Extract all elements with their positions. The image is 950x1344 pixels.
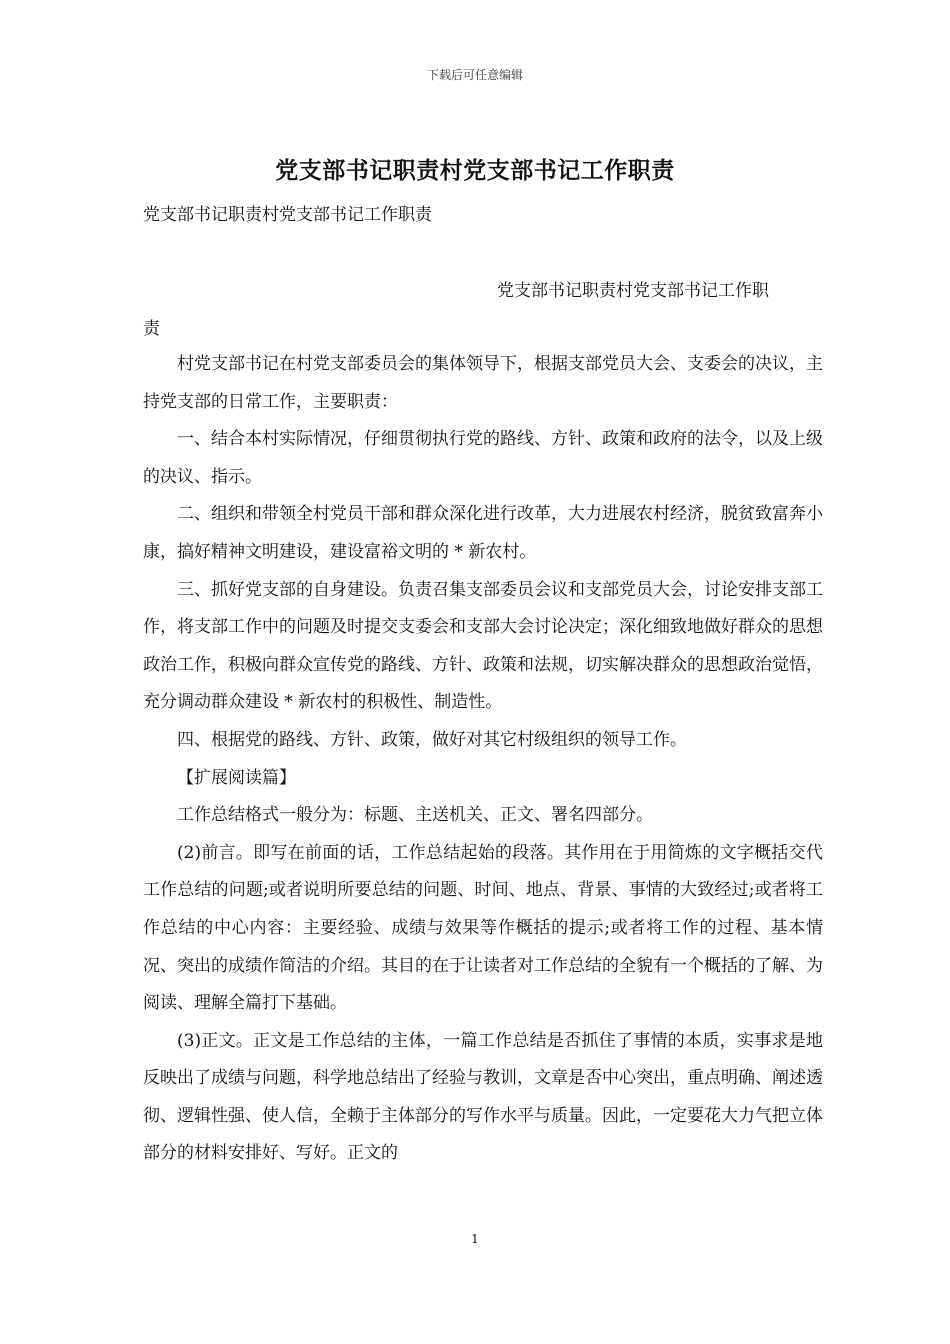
paragraph-extended-reading: 【扩展阅读篇】 <box>177 767 296 788</box>
document-subtitle: 党支部书记职责村党支部书记工作职责 <box>143 205 432 225</box>
right-aligned-heading-wrap: 责 <box>143 319 160 339</box>
document-body <box>143 346 823 1173</box>
page-number: 1 <box>471 1232 479 1246</box>
paragraph-preface: (2)前言。即写在前面的话，工作总结起始的段落。其作用在于用简炼的文字概括交代工作总结的问题;或者说明所要总结的问题、时间、地点、背景、事情的大致经过;或者将工作总结的中心内容：主要经验、成绩与效果等作概括的提示;或者将工作的过程、基本情况、突出的成绩作简洁的介绍。其目的在于让读者对工作总结的全貌有一个概括的了解、为阅读、理解全篇打下基础。 <box>143 842 823 1014</box>
document-title: 党支部书记职责村党支部书记工作职责 <box>275 157 675 184</box>
paragraph-duty-1: 一、结合本村实际情况，仔细贯彻执行党的路线、方针、政策和政府的法令，以及上级的决议、指示。 <box>143 429 823 487</box>
paragraph-duty-4: 四、根据党的路线、方针、政策，做好对其它村级组织的领导工作。 <box>177 729 687 750</box>
paragraph-intro: 村党支部书记在村党支部委员会的集体领导下，根据支部党员大会、支委会的决议，主持党支部的日常工作，主要职责： <box>143 354 823 412</box>
right-aligned-heading: 党支部书记职责村党支部书记工作职 <box>497 281 769 301</box>
paragraph-duty-3: 三、抓好党支部的自身建设。负责召集支部委员会议和支部党员大会，讨论安排支部工作，将支部工作中的问题及时提交支委会和支部大会讨论决定；深化细致地做好群众的思想政治工作，积极向群众宣传党的路线、方针、政策和法规，切实解决群众的思想政治觉悟，充分调动群众建设 * 新农村的积极性、制造性。 <box>143 579 823 713</box>
paragraph-summary-format: 工作总结格式一般分为：标题、主送机关、正文、署名四部分。 <box>177 805 653 826</box>
paragraph-duty-2: 二、组织和带领全村党员干部和群众深化进行改革，大力进展农村经济，脱贫致富奔小康，搞好精神文明建设，建设富裕文明的 * 新农村。 <box>143 504 823 562</box>
header-note: 下载后可任意编辑 <box>426 68 523 82</box>
paragraph-main-text: (3)正文。正文是工作总结的主体，一篇工作总结是否抓住了事情的本质，实事求是地反映出了成绩与问题，科学地总结出了经验与教训，文章是否中心突出，重点明确、阐述透彻、逻辑性强、使人信，全赖于主体部分的写作水平与质量。因此，一定要花大力气把立体部分的材料安排好、写好。正文的 <box>143 1030 823 1164</box>
